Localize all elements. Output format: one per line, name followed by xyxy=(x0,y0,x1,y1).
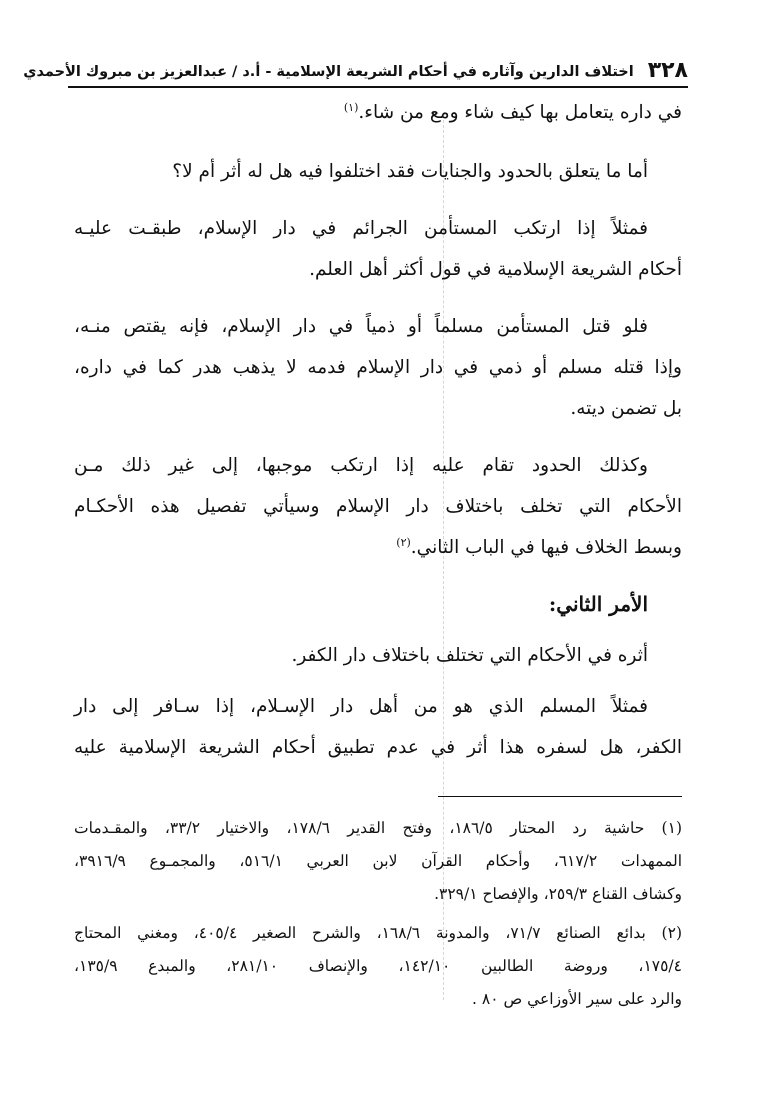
paragraph-line: فمثلاً المسلم الذي هو من أهل دار الإسـلام، إذا سـافر إلى دار xyxy=(74,696,648,717)
footnote-line: (٢) بدائع الصنائع ٧١/٧، والمدونة ١٦٨/٦، والشرح الصغير ٤٠٥/٤، ومغني المحتاج xyxy=(74,924,682,942)
paragraph-line xyxy=(74,527,682,568)
paragraph-line: وإذا قتله مسلم أو ذمي في دار الإسلام فدمه لا يذهب هدر كما في داره، xyxy=(74,357,682,378)
page-header xyxy=(23,56,688,88)
paragraph-5 xyxy=(74,445,682,568)
paragraph-line: الأحكام التي تخلف باختلاف دار الإسلام وسيأتي تفصيل هذه الأحكـام xyxy=(74,496,682,517)
running-title: اختلاف الدارين وآثاره في أحكام الشريعة الإسلامية - أ.د / عبدالعزيز بن مبروك الأحمدي xyxy=(23,64,634,80)
paragraph-line: أما ما يتعلق بالحدود والجنايات فقد اختلفوا فيه هل له أثر أم لا؟ xyxy=(172,161,648,182)
footnote-ref: (٢) xyxy=(396,535,411,549)
paragraph-line: فمثلاً إذا ارتكب المستأمن الجرائم في دار الإسلام، طبقـت عليـه xyxy=(74,218,648,239)
section-heading: الأمر الثاني: xyxy=(548,592,648,616)
footnote-line: وكشاف القناع ٢٥٩/٣، والإفصاح ٣٢٩/١. xyxy=(434,885,682,903)
paragraph-text: وبسط الخلاف فيها في الباب الثاني. xyxy=(410,537,682,558)
paragraph-line: أثره في الأحكام التي تختلف باختلاف دار الكفر. xyxy=(291,645,648,666)
paragraph-line: الكفر، هل لسفره هذا أثر في عدم تطبيق أحكام الشريعة الإسلامية عليه xyxy=(74,737,682,758)
footnote-separator xyxy=(438,796,682,797)
paragraph-7 xyxy=(74,686,682,768)
paragraph-text: في داره يتعامل بها كيف شاء ومع من شاء. xyxy=(358,102,682,123)
footnote-ref: (١) xyxy=(343,100,359,114)
footnote-line: ١٧٥/٤، وروضة الطالبين ١٤٢/١٠، والإنصاف ٢٨١/١٠، والمبدع ١٣٥/٩، xyxy=(74,957,682,975)
footnote-line: والرد على سير الأوزاعي ص ٨٠ . xyxy=(472,990,682,1008)
paragraph-line: وكذلك الحدود تقام عليه إذا ارتكب موجبها، إلى غير ذلك مـن xyxy=(74,455,648,476)
paragraph-1 xyxy=(74,92,682,133)
footnote-1 xyxy=(74,812,682,911)
footnote-line: الممهدات ٦١٧/٢، وأحكام القرآن لابن العربي ٥١٦/١، والمجمـوع ٣٩١٦/٩، xyxy=(74,852,682,870)
paragraph-line: فلو قتل المستأمن مسلماً أو ذمياً في دار الإسلام، فإنه يقتص منـه، xyxy=(74,316,648,337)
paragraph-line xyxy=(74,92,682,133)
paragraph-2 xyxy=(74,151,682,192)
footnote-line: (١) حاشية رد المحتار ١٨٦/٥، وفتح القدير ١٧٨/٦، والاختيار ٣٣/٢، والمقـدمات xyxy=(74,819,682,837)
paragraph-3 xyxy=(74,208,682,290)
footnote-2 xyxy=(74,917,682,1016)
paragraph-6 xyxy=(74,635,682,676)
page-number: ٣٢٨ xyxy=(647,58,688,83)
paragraph-4 xyxy=(74,306,682,429)
footnotes xyxy=(74,812,682,1022)
body-text xyxy=(74,92,682,784)
paragraph-line: أحكام الشريعة الإسلامية في قول أكثر أهل العلم. xyxy=(309,259,682,280)
paragraph-line: بل تضمن ديته. xyxy=(570,398,682,419)
